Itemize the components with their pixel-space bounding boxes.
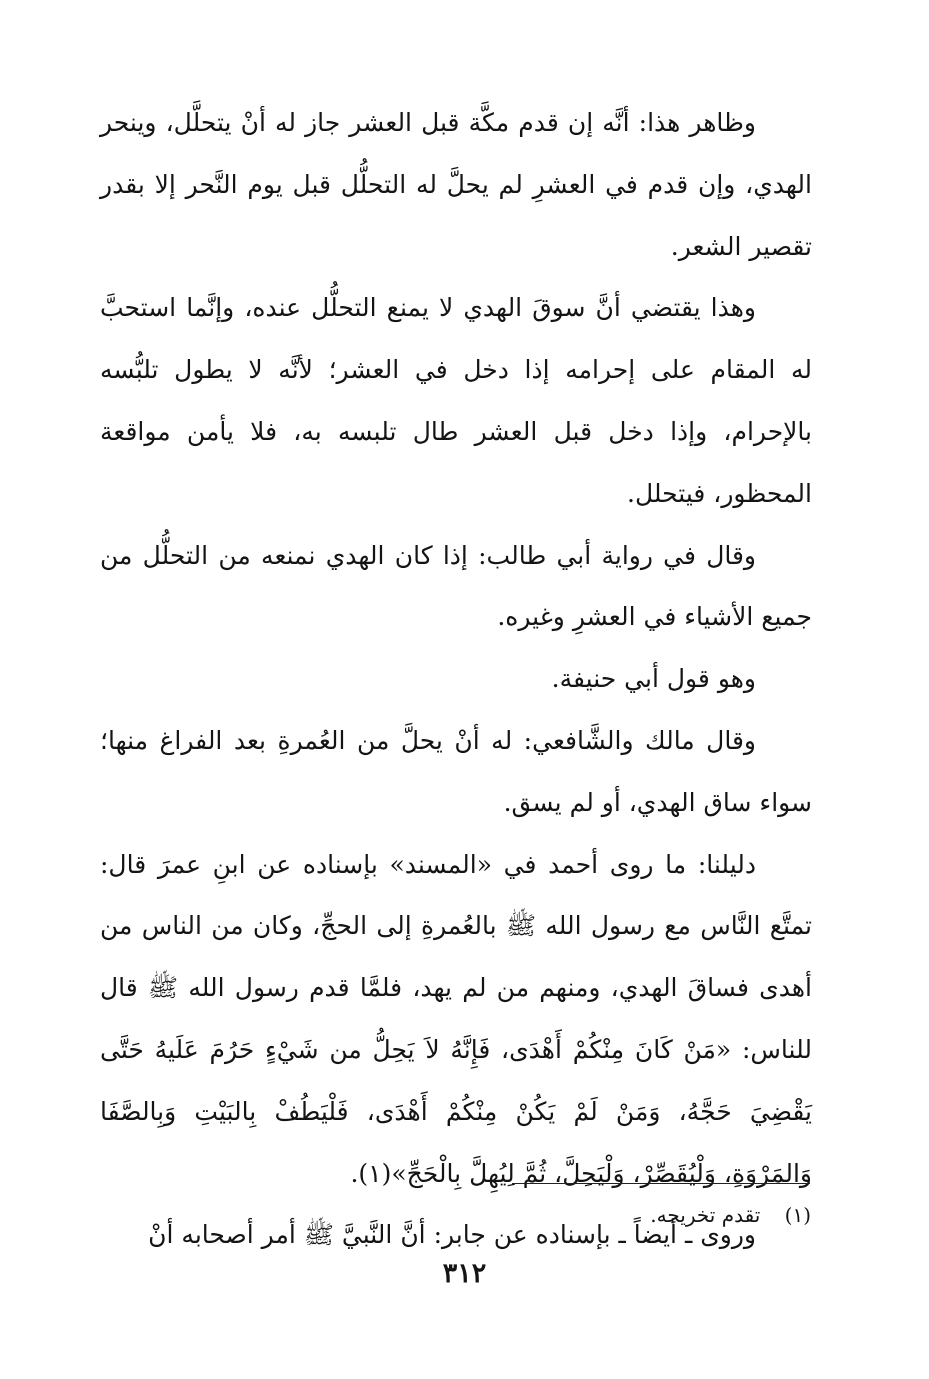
footnote [650, 1200, 811, 1230]
paragraph-4: وهو قول أبي حنيفة. [551, 664, 756, 694]
paragraph-3: وقال في رواية أبي طالب: إذا كان الهدي نمنعه من التحلُّل من جميع الأشياء في العشرِ وغيره. [100, 540, 812, 632]
paragraph-5: وقال مالك والشَّافعي: له أنْ يحلَّ من العُمرةِ بعد الفراغ منها؛ سواء ساق الهدي، أو لم يسق. [100, 725, 812, 817]
footnote-number: (١) [784, 1203, 811, 1227]
footnote-text: تقدم تخريجه. [650, 1203, 761, 1227]
body-text [100, 92, 812, 1266]
footnote-separator [512, 1183, 810, 1184]
page-number: ٣١٢ [442, 1258, 487, 1289]
paragraph-1: وظاهر هذا: أنَّه إن قدم مكَّة قبل العشر جاز له أنْ يتحلَّل، وينحر الهدي، وإن قدم في العشرِ لم يحلَّ له التحلُّل قبل يوم النَّحر إلا بقدر تقصير الشعر. [100, 108, 812, 261]
paragraph-6: دليلنا: ما روى أحمد في «المسند» بإسناده عن ابنِ عمرَ قال: تمتَّع النَّاس مع رسول الله ﷺ بالعُمرةِ إلى الحجِّ، وكان من الناس من أهدى فساقَ الهدي، ومنهم من لم يهد، فلمَّا قدم رسول الله ﷺ قال للناس: «مَنْ كَانَ مِنْكُمْ أَهْدَى، فَإِنَّهُ لاَ يَحِلُّ من شَيْءٍ حَرُمَ عَلَيهُ حَتَّى يَقْضِيَ حَجَّهُ، وَمَنْ لَمْ يَكُنْ مِنْكُمْ أَهْدَى، فَلْيَطُفْ بِالبَيْتِ وَبِالصَّفَا وَالمَرْوَةِ، وَلْيُقَصِّرْ، وَلْيَحِلَّ، ثُمَّ لِيُهِلَّ بِالْحَجِّ»(١). [100, 849, 812, 1188]
paragraph-2: وهذا يقتضي أنَّ سوقَ الهدي لا يمنع التحلُّل عنده، وإنَّما استحبَّ له المقام على إحرامه إذا دخل في العشر؛ لأنَّه لا يطول تلبُّسه بالإحرام، وإذا دخل قبل العشر طال تلبسه به، فلا يأمن مواقعة المحظور، فيتحلل. [100, 293, 812, 508]
paragraph-7: وروى ـ أيضاً ـ بإسناده عن جابر: أنَّ النَّبيَّ ﷺ أمر أصحابه أنْ [148, 1220, 756, 1250]
